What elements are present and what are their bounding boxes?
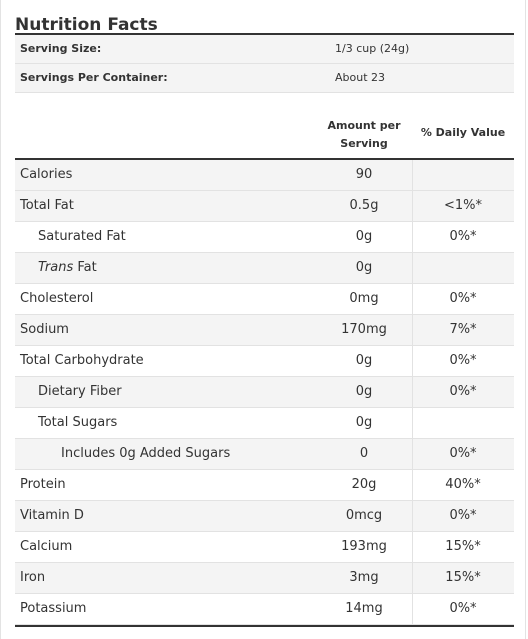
trans-italic-text: Trans (38, 260, 74, 275)
nutrient-label: Calories (20, 167, 73, 182)
trans-fat-text: Fat (73, 260, 97, 275)
nutrient-label: Calcium (20, 539, 73, 554)
nutrient-label: Cholesterol (20, 291, 94, 306)
nutrient-amount: 14mg (345, 601, 383, 616)
nutrient-label: Vitamin D (20, 508, 84, 523)
nutrient-row-total-fat (15, 191, 514, 222)
amount-per-serving-header (319, 117, 409, 153)
nutrient-amount: 0g (355, 229, 373, 244)
nutrient-label: Includes 0g Added Sugars (61, 446, 231, 461)
nutrient-amount: 0g (355, 353, 373, 368)
servings-per-container-value: About 23 (335, 71, 386, 84)
daily-value-header: % Daily Value (420, 126, 506, 139)
nutrient-label: Dietary Fiber (38, 384, 122, 399)
nutrient-daily-value: 0%* (449, 291, 477, 306)
nutrient-daily-value: 0%* (449, 601, 477, 616)
nutrient-daily-value: 40%* (445, 477, 481, 492)
nutrient-row-trans-fat (15, 253, 514, 284)
bottom-divider (15, 625, 514, 627)
nutrient-row-cholesterol (15, 284, 514, 315)
nutrient-rows (15, 160, 514, 625)
nutrient-row-calcium (15, 532, 514, 563)
nutrient-amount: 0g (355, 415, 373, 430)
nutrient-row-iron (15, 563, 514, 594)
nutrient-label: Iron (20, 570, 46, 585)
nutrient-daily-value: 0%* (449, 353, 477, 368)
nutrient-daily-value: 15%* (445, 570, 481, 585)
nutrient-row-added-sugars (15, 439, 514, 470)
nutrient-row-potassium (15, 594, 514, 625)
servings-per-container-label: Servings Per Container: (20, 71, 168, 84)
nutrient-daily-value: 15%* (445, 539, 481, 554)
serving-size-label: Serving Size: (20, 42, 102, 55)
nutrient-amount: 193mg (341, 539, 387, 554)
nutrient-daily-value: 7%* (449, 322, 477, 337)
nutrient-label: Potassium (20, 601, 87, 616)
nutrient-daily-value: 0%* (449, 384, 477, 399)
page-title: Nutrition Facts (15, 15, 158, 35)
nutrient-daily-value: 0%* (449, 508, 477, 523)
nutrient-label: Sodium (20, 322, 69, 337)
nutrient-label: Total Sugars (38, 415, 118, 430)
column-header-row (15, 93, 514, 160)
nutrient-amount: 3mg (349, 570, 379, 585)
nutrient-amount: 0g (355, 384, 373, 399)
nutrient-label (38, 253, 97, 283)
serving-size-row (15, 35, 514, 64)
nutrient-row-dietary-fiber (15, 377, 514, 408)
nutrient-row-protein (15, 470, 514, 501)
nutrient-daily-value: 0%* (449, 229, 477, 244)
nutrient-daily-value: <1%* (443, 198, 483, 213)
nutrient-amount: 170mg (341, 322, 387, 337)
nutrient-label: Total Fat (20, 198, 74, 213)
nutrient-row-vitamin-d (15, 501, 514, 532)
nutrient-row-total-sugars (15, 408, 514, 439)
nutrient-amount: 0g (355, 260, 373, 275)
amount-header-line1: Amount per (327, 119, 401, 132)
nutrient-row-saturated-fat (15, 222, 514, 253)
nutrient-label: Total Carbohydrate (20, 353, 144, 368)
nutrient-label: Saturated Fat (38, 229, 126, 244)
nutrition-facts-panel (15, 0, 514, 627)
nutrient-amount: 0mg (349, 291, 379, 306)
servings-per-container-row (15, 64, 514, 93)
nutrient-amount: 0mcg (345, 508, 383, 523)
nutrient-row-total-carbohydrate (15, 346, 514, 377)
nutrient-daily-value: 0%* (449, 446, 477, 461)
amount-header-line2: Serving (340, 137, 388, 150)
nutrient-amount: 90 (355, 167, 373, 182)
serving-size-value: 1/3 cup (24g) (335, 42, 410, 55)
nutrient-amount: 0 (359, 446, 369, 461)
nutrient-label: Protein (20, 477, 66, 492)
nutrient-amount: 20g (351, 477, 377, 492)
nutrient-row-sodium (15, 315, 514, 346)
nutrient-amount: 0.5g (349, 198, 379, 213)
nutrient-row-calories (15, 160, 514, 191)
